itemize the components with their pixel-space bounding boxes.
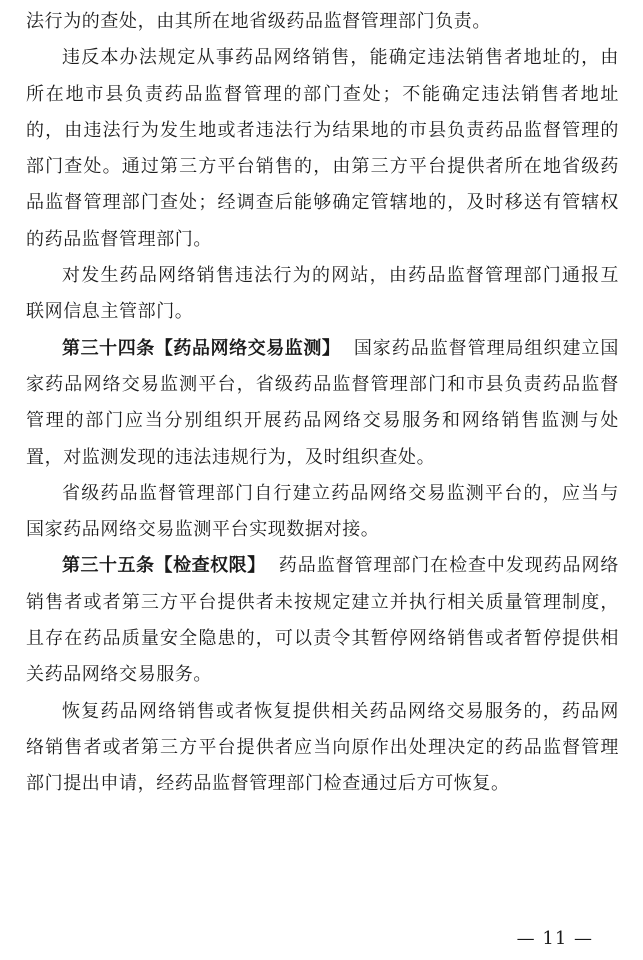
paragraph-5 — [26, 476, 619, 549]
paragraph-2-text: 违反本办法规定从事药品网络销售，能确定违法销售者地址的，由所在地市县负责药品监督管理的部门查处；不能确定违法销售者地址的，由违法行为发生地或者违法行为结果地的市县负责药品监督管理的部门查处。通过第三方平台销售的，由第三方平台提供者所在地省级药品监督管理部门查处；经调查后能够确定管辖地的，及时移送有管辖权的药品监督管理部门。 — [26, 47, 619, 250]
paragraph-3-text: 对发生药品网络销售违法行为的网站，由药品监督管理部门通报互联网信息主管部门。 — [26, 265, 619, 323]
article-34-text: 国家药品监督管理局组织建立国家药品网络交易监测平台，省级药品监督管理部门和市县负责药品监督管理的部门应当分别组织开展药品网络交易服务和网络销售监测与处置，对监测发现的违法违规行为，及时组织查处。 — [26, 337, 619, 468]
paragraph-1 — [26, 4, 619, 40]
paragraph-5-text: 省级药品监督管理部门自行建立药品网络交易监测平台的，应当与国家药品网络交易监测平台实现数据对接。 — [26, 482, 619, 541]
paragraph-7 — [26, 694, 619, 803]
article-34 — [26, 331, 619, 476]
article-35-gap — [266, 555, 279, 576]
article-35-text: 药品监督管理部门在检查中发现药品网络销售者或者第三方平台提供者未按规定建立并执行相关质量管理制度，且存在药品质量安全隐患的，可以责令其暂停网络销售或者暂停提供相关药品网络交易服务。 — [26, 555, 619, 686]
article-35-heading: 第三十五条【检查权限】 — [62, 555, 266, 577]
paragraph-2 — [26, 40, 619, 258]
article-35 — [26, 548, 619, 693]
article-34-heading: 第三十四条【药品网络交易监测】 — [62, 337, 341, 359]
article-34-gap — [340, 338, 353, 359]
page-number: — 11 — — [516, 928, 593, 949]
paragraph-3 — [26, 258, 619, 331]
paragraph-1-text: 法行为的查处，由其所在地省级药品监督管理部门负责。 — [26, 11, 491, 32]
paragraph-7-text: 恢复药品网络销售或者恢复提供相关药品网络交易服务的，药品网络销售者或者第三方平台提供者应当向原作出处理决定的药品监督管理部门提出申请，经药品监督管理部门检查通过后方可恢复。 — [26, 700, 619, 795]
